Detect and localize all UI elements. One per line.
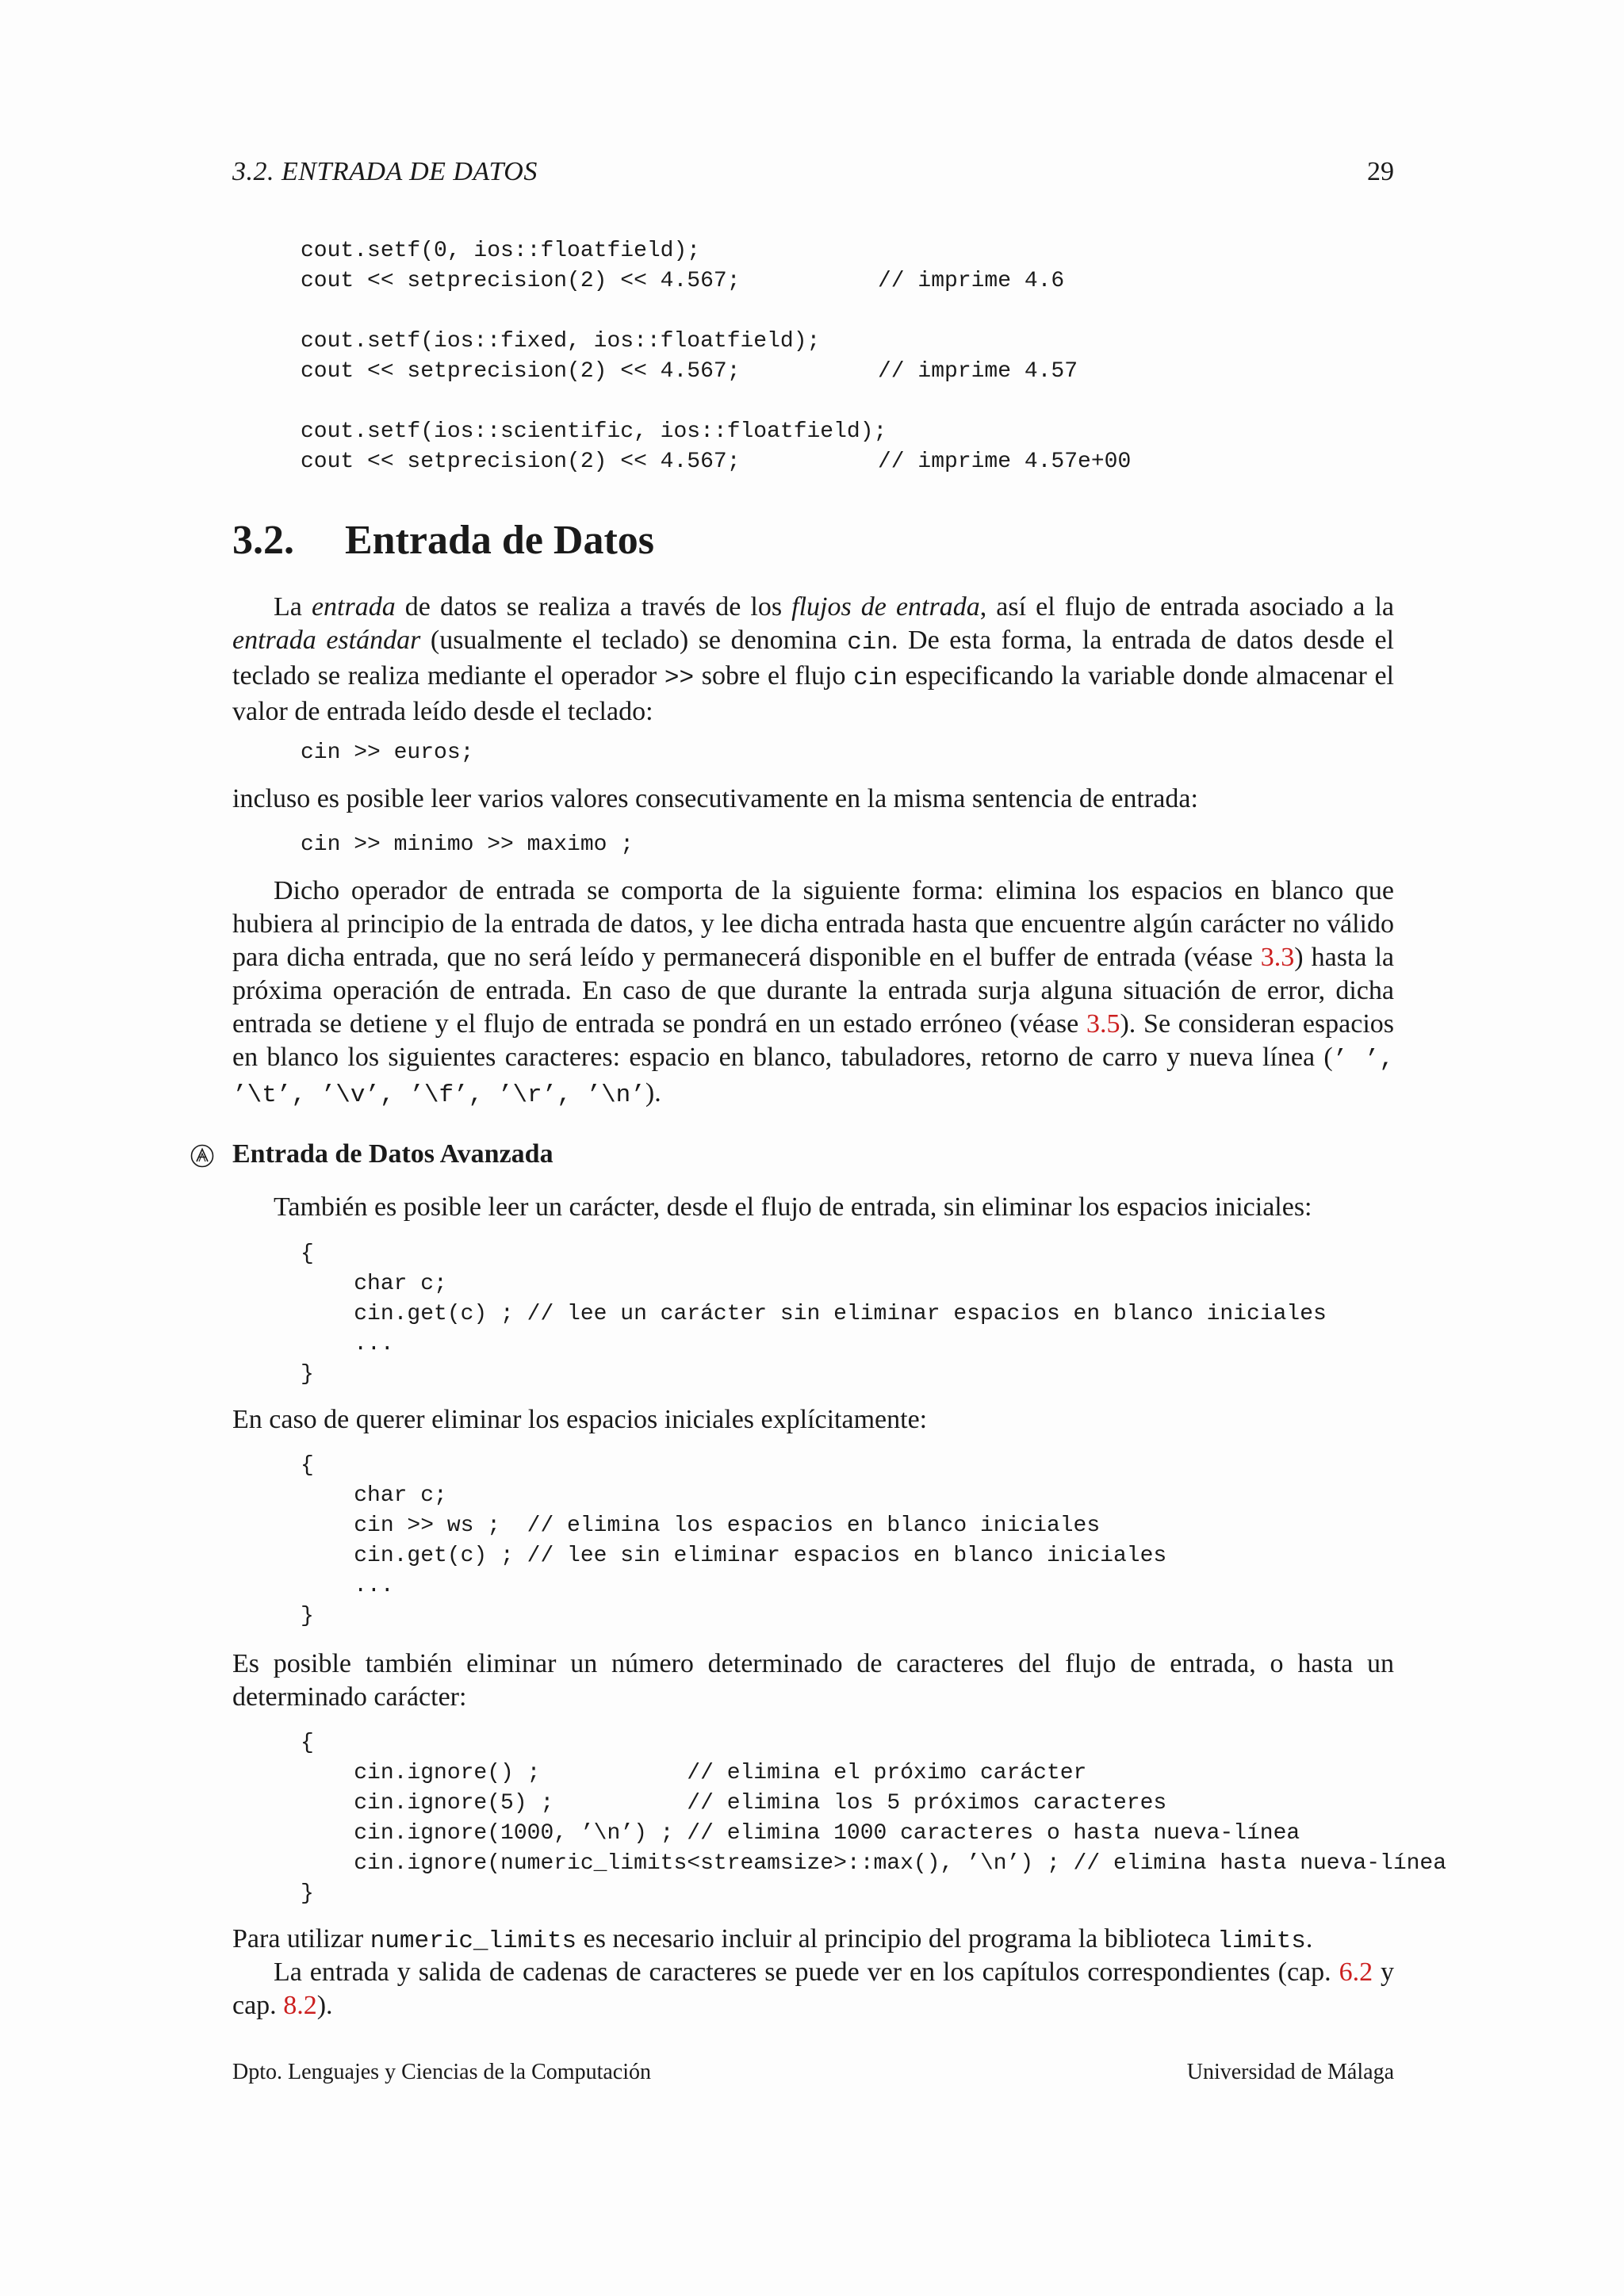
code-line: cin.ignore() ; // elimina el próximo carácter xyxy=(301,1761,1087,1785)
ref-link-3-3[interactable]: 3.3 xyxy=(1260,943,1295,972)
code-line: cin.get(c) ; // lee un carácter sin eliminar espacios en blanco iniciales xyxy=(301,1302,1327,1326)
code-line: char c; xyxy=(301,1272,447,1296)
code-line: cin.get(c) ; // lee sin eliminar espacios en blanco iniciales xyxy=(301,1544,1167,1568)
paragraph-multiple-values: incluso es posible leer varios valores consecutivamente en la misma sentencia de entrada: xyxy=(232,784,1198,813)
paragraph-get-char: También es posible leer un carácter, desde el flujo de entrada, sin eliminar los espacios iniciales: xyxy=(274,1192,1312,1222)
code-line xyxy=(301,387,887,417)
ref-link-8-2[interactable]: 8.2 xyxy=(283,1991,317,2020)
running-header xyxy=(232,157,1394,187)
code-comment: // imprime 4.6 xyxy=(878,269,1065,293)
code-block-ignore xyxy=(301,1728,1446,1909)
code-line: } xyxy=(301,1362,314,1387)
code-cin-min-max: cin >> minimo >> maximo ; xyxy=(301,832,634,857)
code-line: cout << setprecision(2) << 4.567; // imprime 4.6 xyxy=(301,266,887,297)
code-line: cout.setf(ios::scientific, ios::floatfield); xyxy=(301,419,887,444)
code-line: cin.ignore(numeric_limits<streamsize>::max(), ’\n’) ; // elimina hasta nueva-línea xyxy=(301,1851,1447,1876)
code-line: cout << setprecision(2) << 4.567; // imprime 4.57e+00 xyxy=(301,447,887,477)
code-block-setf xyxy=(301,236,1132,477)
code-line: { xyxy=(301,1731,314,1755)
advanced-a-circle-icon xyxy=(190,1144,214,1168)
code-line: } xyxy=(301,1881,314,1906)
code-line: cin.ignore(1000, ’\n’) ; // elimina 1000 caracteres o hasta nueva-línea xyxy=(301,1821,1300,1846)
code-line xyxy=(301,297,887,327)
footer-department: Dpto. Lenguajes y Ciencias de la Computación xyxy=(232,2060,651,2084)
code-cin-euros: cin >> euros; xyxy=(301,740,474,765)
running-header-title: 3.2. ENTRADA DE DATOS xyxy=(232,157,538,186)
code-line: { xyxy=(301,1242,314,1266)
code-line: ... xyxy=(301,1332,394,1357)
code-comment: // imprime 4.57 xyxy=(878,359,1078,384)
code-line: cout.setf(ios::fixed, ios::floatfield); xyxy=(301,329,821,354)
paragraph-numeric-limits: Para utilizar numeric_limits es necesario incluir al principio del programa la biblioteca limits. xyxy=(232,1924,1313,1955)
paragraph-ignore: Es posible también eliminar un número determinado de caracteres del flujo de entrada, o hasta un determinado carácter: xyxy=(232,1649,1394,1712)
subsection-heading: Entrada de Datos Avanzada xyxy=(232,1139,553,1169)
section-heading xyxy=(232,517,654,564)
code-line: } xyxy=(301,1604,314,1628)
section-number: 3.2. xyxy=(232,518,294,563)
ref-link-3-5[interactable]: 3.5 xyxy=(1086,1009,1120,1039)
code-line: cout << setprecision(2) << 4.567; // imprime 4.57 xyxy=(301,357,887,387)
code-block-ws xyxy=(301,1451,1166,1632)
footer-university: Universidad de Málaga xyxy=(1186,2060,1394,2084)
code-block-get xyxy=(301,1239,1327,1390)
code-line: char c; xyxy=(301,1483,447,1508)
code-line: cin.ignore(5) ; // elimina los 5 próximos caracteres xyxy=(301,1791,1167,1816)
code-line: cout.setf(0, ios::floatfield); xyxy=(301,239,701,263)
paragraph-remove-spaces: En caso de querer eliminar los espacios iniciales explícitamente: xyxy=(232,1405,928,1434)
ref-link-6-2[interactable]: 6.2 xyxy=(1339,1957,1373,1987)
code-line: ... xyxy=(301,1574,394,1598)
code-comment: // imprime 4.57e+00 xyxy=(878,450,1132,474)
code-line: cin >> ws ; // elimina los espacios en blanco iniciales xyxy=(301,1513,1101,1538)
paragraph-operator-behavior: Dicho operador de entrada se comporta de la siguiente forma: elimina los espacios en blanco que hubiera al principio de la entrada de datos, y lee dicha entrada hasta que encuentre algún carácter no válido para dicha entrada, que no será leído y permanecerá disponible en el buffer de entrada (véase 3.3) hasta la próxima operación de entrada. En caso de que durante la entrada surja alguna situación de error, dicha entrada se detiene y el flujo de entrada se pondrá en un estado erróneo (véase 3.5). Se consideran espacios en blanco los siguientes caracteres: espacio en blanco, tabuladores, retorno de carro y nueva línea (’ ’, ’\t’, ’\v’, ’\f’, ’\r’, ’\n’). xyxy=(232,876,1395,1109)
page-number: 29 xyxy=(1367,157,1394,186)
paragraph-strings: La entrada y salida de cadenas de caracteres se puede ver en los capítulos correspondientes (cap. 6.2 y cap. 8.2). xyxy=(232,1957,1395,2020)
code-line: { xyxy=(301,1453,314,1478)
section-title: Entrada de Datos xyxy=(345,518,655,563)
paragraph-intro: La entrada de datos se realiza a través de los flujos de entrada, así el flujo de entrada asociado a la entrada estándar (usualmente el teclado) se denomina cin. De esta forma, la entrada de datos desde el teclado se realiza mediante el operador >> sobre el flujo cin especificando la variable donde almacenar el valor de entrada leído desde el teclado: xyxy=(232,592,1395,726)
